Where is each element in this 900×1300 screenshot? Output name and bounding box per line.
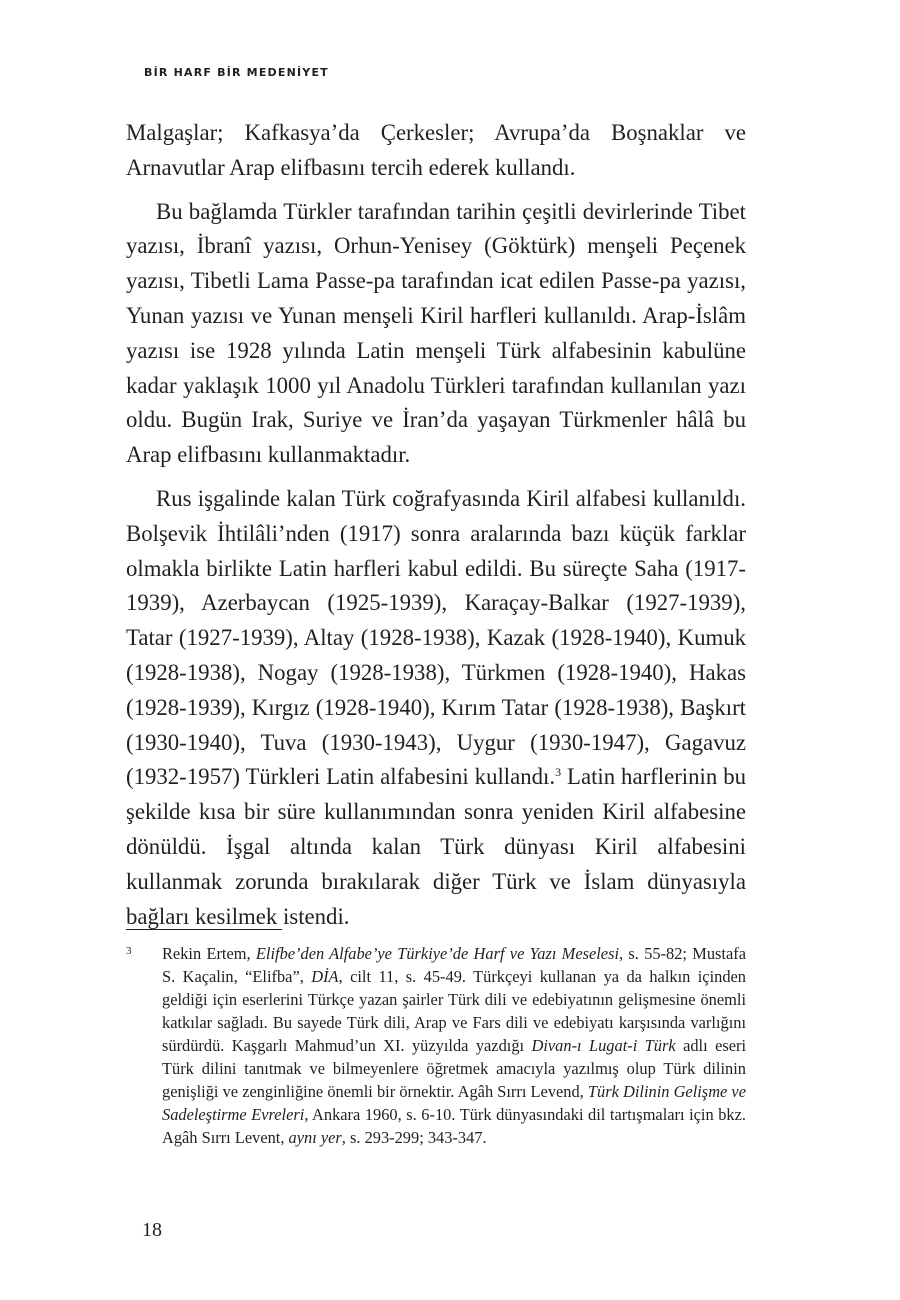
- paragraph-2: Bu bağlamda Türkler tarafından tarihin çeşitli devirlerinde Tibet yazısı, İbranî yazısı, Orhun-Yenisey (Göktürk) menşeli Peçenek yazısı, Tibetli Lama Passe-pa tarafından icat edilen Passe-pa yazısı, Yunan yazısı ve Yunan menşeli Kiril harfleri kullanıldı. Arap-İslâm yazısı ise 1928 yılında Latin menşeli Türk alfabesinin kabulüne kadar yaklaşık 1000 yıl Anadolu Türkleri tarafından kullanılan yazı oldu. Bugün Irak, Suriye ve İran’da yaşayan Türkmenler hâlâ bu Arap elifbasını kullanmaktadır.: [126, 198, 746, 468]
- footnote-divider: [126, 929, 282, 930]
- footnote-text-6: , s. 293-299; 343-347.: [341, 1128, 487, 1147]
- footnote-text-2: , s. 55-82; Mustafa S. Kaçalin, “Elifba”,: [162, 944, 746, 986]
- paragraph-3-part-b: Latin harflerinin bu şekilde kısa bir süre kullanımından sonra yeniden Kiril alfabesine dönüldü. İşgal altında kalan Türk dünyası Kiril alfabesini kullanmak zorunda bırakılarak diğer Türk ve İslam dünyasıyla bağları kesilmek istendi.: [126, 764, 746, 929]
- footnote-text-5: , Ankara 1960, s. 6-10. Türk dünyasındaki dil tartışmaları için bkz. Agâh Sırrı Levent,: [162, 1105, 746, 1147]
- paragraph-3: [126, 482, 746, 934]
- paragraph-1: Malgaşlar; Kafkasya’da Çerkesler; Avrupa’da Boşnaklar ve Arnavutlar Arap elifbasını tercih ederek kullandı.: [126, 120, 746, 180]
- footnote-title-4: Türk Dilinin Gelişme ve Sadeleştirme Evreleri: [162, 1082, 746, 1124]
- footnote-title-2: DİA: [311, 967, 339, 986]
- body-text: [126, 116, 746, 934]
- footnote-text-4: adlı eseri Türk dilini tanıtmak ve bilmeyenlere öğretmek amacıyla yazılmış olup Türk dilinin genişliği ve zenginliğine önemli bir örnektir. Agâh Sırrı Levend,: [162, 1036, 747, 1101]
- footnote-text-3: , cilt 11, s. 45-49. Türkçeyi kullanan ya da halkın içinden geldiği için eserlerini Türkçe yazan şairler Türk dili ve edebiyatının gelişmesine önemli katkılar sağladı. Bu sayede Türk dili, Arap ve Fars dili ve edebiyatı karşısında varlığını sürdürdü. Kaşgarlı Mahmud’un XI. yüzyılda yazdığı: [162, 967, 746, 1055]
- footnote: [126, 942, 746, 1149]
- page-number: 18: [142, 1219, 162, 1241]
- footnote-reference[interactable]: 3: [555, 765, 562, 780]
- footnote-title-3: Divan-ı Lugat-i Türk: [531, 1036, 676, 1055]
- footnote-text: [162, 942, 746, 1149]
- footnote-text-1: Rekin Ertem,: [162, 944, 256, 963]
- running-header: BİR HARF BİR MEDENİYET: [144, 66, 329, 79]
- footnote-title-5: aynı yer: [288, 1128, 342, 1147]
- paragraph-3-part-a: Rus işgalinde kalan Türk coğrafyasında Kiril alfabesi kullanıldı. Bolşevik İhtilâli’nden (1917) sonra aralarında bazı küçük farklar olmakla birlikte Latin harfleri kabul edildi. Bu süreçte Saha (1917-1939), Azerbaycan (1925-1939), Karaçay-Balkar (1927-1939), Tatar (1927-1939), Altay (1928-1938), Kazak (1928-1940), Kumuk (1928-1938), Nogay (1928-1938), Türkmen (1928-1940), Hakas (1928-1939), Kırgız (1928-1940), Kırım Tatar (1928-1938), Başkırt (1930-1940), Tuva (1930-1943), Uygur (1930-1947), Gagavuz (1932-1957) Türkleri Latin alfabesini kullandı.: [126, 485, 746, 790]
- footnote-title-1: Elifbe’den Alfabe’ye Türkiye’de Harf ve Yazı Meselesi: [255, 944, 620, 963]
- footnote-number: 3: [126, 945, 132, 957]
